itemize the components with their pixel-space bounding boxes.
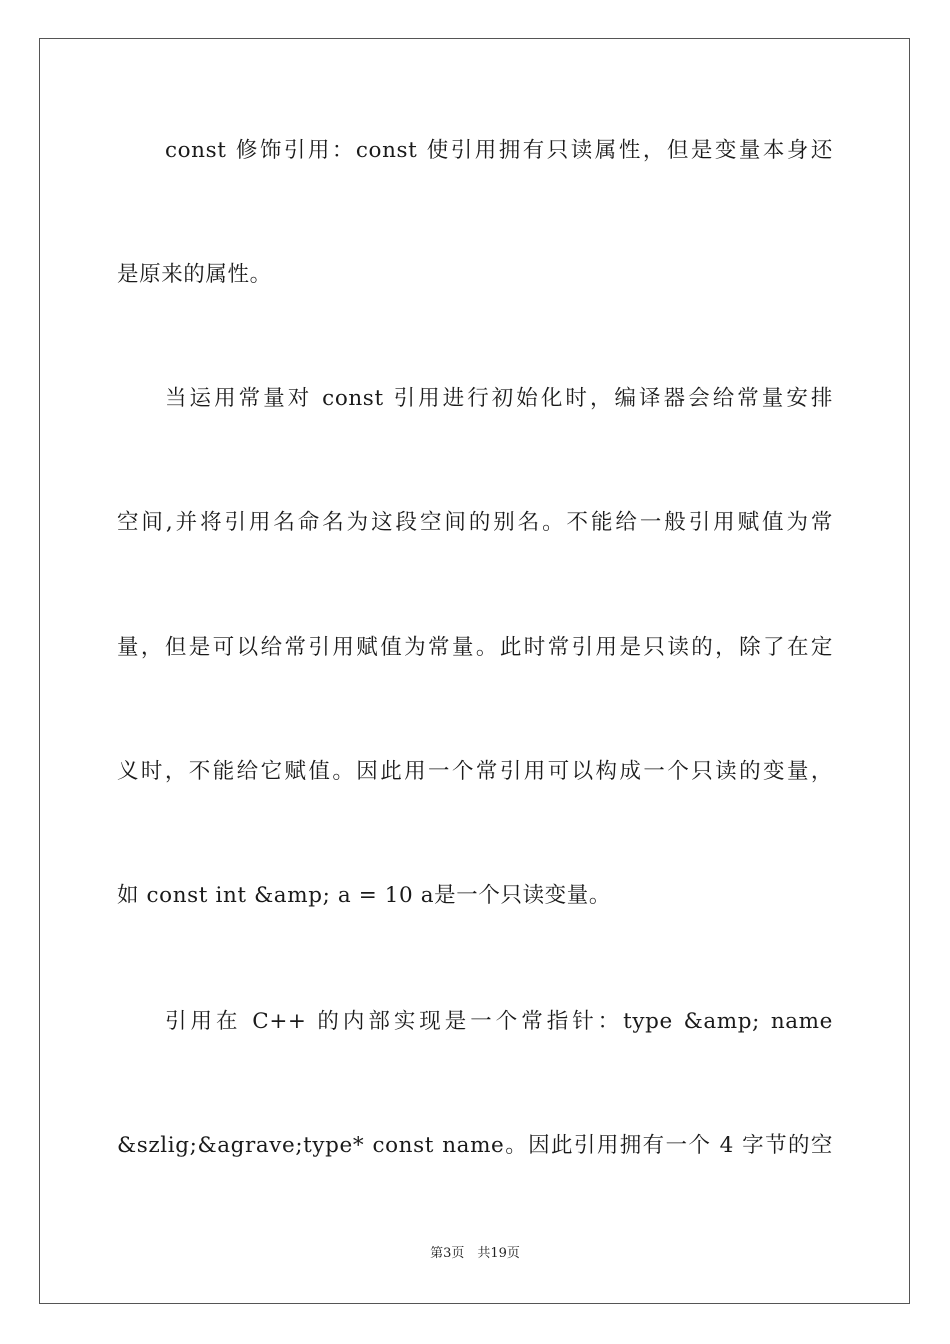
paragraph-1-line-2: 是原来的属性。: [117, 262, 272, 287]
paragraph-2-line-1: 当运用常量对 const 引用进行初始化时，编译器会给常量安排: [165, 386, 833, 411]
page-frame: [39, 38, 910, 1304]
paragraph-2-line-4: 义时，不能给它赋值。因此用一个常引用可以构成一个只读的变量，: [117, 759, 833, 784]
page-number-footer: 第3页 共19页: [430, 1246, 520, 1261]
paragraph-3-line-1: 引用在 C++ 的内部实现是一个常指针：type &amp; name: [165, 1009, 833, 1034]
paragraph-3-line-2: &szlig;&agrave;type* const name。因此引用拥有一个 4 字节的空: [117, 1133, 833, 1158]
paragraph-2-line-5: 如 const int &amp; a = 10 a是一个只读变量。: [117, 883, 611, 908]
paragraph-2-line-2: 空间,并将引用名命名为这段空间的别名。不能给一般引用赋值为常: [117, 510, 833, 535]
paragraph-2-line-3: 量，但是可以给常引用赋值为常量。此时常引用是只读的，除了在定: [117, 635, 833, 660]
paragraph-1-line-1: const 修饰引用：const 使引用拥有只读属性，但是变量本身还: [165, 138, 833, 163]
